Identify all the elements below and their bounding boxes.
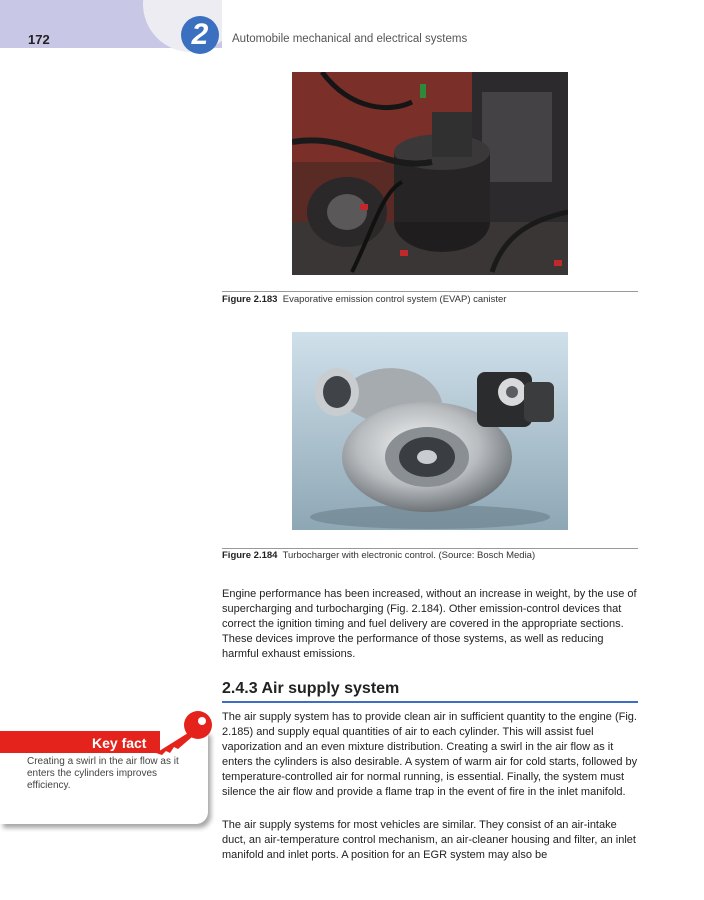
key-icon (150, 709, 214, 760)
figure-label: Figure 2.184 (222, 550, 278, 561)
figure-caption (222, 294, 506, 305)
intro-paragraph: Engine performance has been increased, without an increase in weight, by the use of supercharging and turbocharging (Fig. 2.184). Other emission-control devices that correct the ignition timing and fuel delivery are covered in the appropriate sections. These devices improve the performance of those systems, as well as reducing harmful exhaust emissions. (222, 588, 637, 660)
section-paragraph: The air supply system has to provide clean air in sufficient quantity to the engine (Fig. 2.185) and supply equal quantities of air to each cylinder. This will assist fuel vaporization and an even mixture distribution. Creating a swirl in the air flow as it enters the cylinders is also desirable. A system of warm air for cold starts, followed by temperature-controlled air for normal running, is essential. Finally, the system must silence the air flow and provide a flame trap in the event of fire in the inlet manifold. (222, 711, 638, 798)
figure-caption-text: Evaporative emission control system (EVAP) canister (282, 294, 507, 305)
turbocharger-photo (292, 332, 568, 530)
figure-rule (222, 548, 638, 549)
running-title: Automobile mechanical and electrical systems (232, 33, 468, 45)
evap-canister-photo (292, 72, 568, 275)
figure-label: Figure 2.183 (222, 294, 278, 305)
chapter-number-badge: 2 (181, 16, 219, 54)
figure-rule (222, 291, 638, 292)
section-heading: 2.4.3 Air supply system (222, 680, 400, 697)
key-fact-text: Creating a swirl in the air flow as it enters the cylinders improves efficiency. (27, 756, 179, 791)
key-fact-title: Key fact (92, 735, 147, 751)
section-heading-rule (222, 701, 638, 703)
section-paragraph: The air supply systems for most vehicles are similar. They consist of an air-intake duct, an air-temperature control mechanism, an air-cleaner housing and filter, an inlet manifold and inlet ports. A position for an EGR system may also be (222, 819, 636, 861)
figure-caption-text: Turbocharger with electronic control. (Source: Bosch Media) (282, 550, 536, 561)
page-number: 172 (28, 32, 50, 47)
figure-caption (222, 550, 535, 561)
